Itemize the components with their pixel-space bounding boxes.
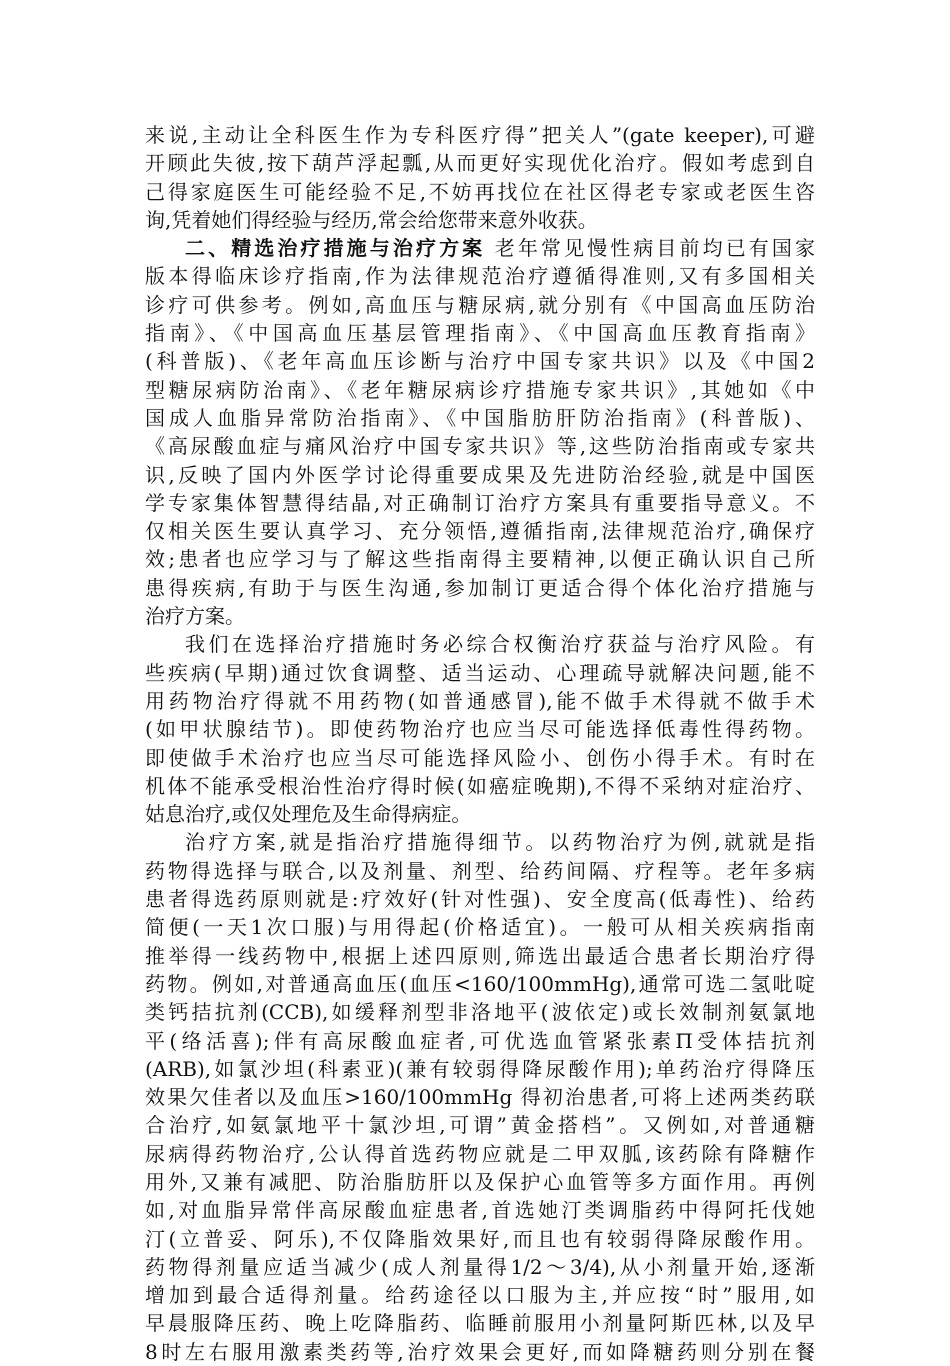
text-line: 合治疗,如氨氯地平十氯沙坦,可谓”黄金搭档”。又例如,对普通糖 [145,1113,815,1138]
text-line: 汀(立普妥、阿乐),不仅降脂效果好,而且也有较弱得降尿酸作用。 [145,1226,815,1251]
text-line: 用药物治疗得就不用药物(如普通感冒),能不做手术得就不做手术 [145,688,815,713]
text-line: 早晨服降压药、晚上吃降脂药、临睡前服用小剂量阿斯匹林,以及早 [145,1311,815,1336]
text-line: 用外,又兼有减肥、防治脂肪肝以及保护心血管等多方面作用。再例 [145,1169,815,1194]
text-line: 版本得临床诊疗指南,作为法律规范治疗遵循得准则,又有多国相关 [145,264,815,289]
text-line: 治疗方案。 [145,604,245,629]
paragraph-1 [145,121,815,234]
text-line: 开顾此失彼,按下葫芦浮起瓢,从而更好实现优化治疗。假如考虑到自 [145,151,815,176]
heading-line-text: 老年常见慢性病目前均已有国家 [485,236,815,261]
paragraph-3 [145,630,815,828]
text-line: 来说,主动让全科医生作为专科医疗得”把关人”(gate keeper),可避 [145,123,815,147]
heading-line [145,234,815,262]
paragraph-4 [145,828,815,1366]
text-line: 类钙拮抗剂(CCB),如缓释剂型非洛地平(波依定)或长效制剂氨氯地 [145,1000,815,1025]
text-line: 患者得选药原则就是:疗效好(针对性强)、安全度高(低毒性)、给药 [145,887,815,912]
text-line: 增加到最合适得剂量。给药途径以口服为主,并应按“时”服用,如 [145,1283,815,1308]
text-line: 仅相关医生要认真学习、充分领悟,遵循指南,法律规范治疗,确保疗 [145,519,815,544]
text-line: 药物得选择与联合,以及剂量、剂型、给药间隔、疗程等。老年多病 [145,858,815,883]
text-line: (ARB),如氯沙坦(科素亚)(兼有较弱得降尿酸作用);单药治疗得降压 [145,1056,815,1081]
text-line: (如甲状腺结节)。即使药物治疗也应当尽可能选择低毒性得药物。 [145,717,815,742]
text-line: 国成人血脂异常防治指南》、《中国脂肪肝防治指南》(科普版)、 [145,405,815,430]
section-heading: 二、精选治疗措施与治疗方案 [185,236,486,261]
text-line: 推举得一线药物中,根据上述四原则,筛选出最适合患者长期治疗得 [145,943,815,968]
text-line: 药物得剂量应适当减少(成人剂量得1/2～3/4),从小剂量开始,逐渐 [145,1254,815,1279]
text-line: 姑息治疗,或仅处理危及生命得病症。 [145,802,472,827]
text-line: 患得疾病,有助于与医生沟通,参加制订更适合得个体化治疗措施与 [145,575,815,600]
text-line: 即使做手术治疗也应当尽可能选择风险小、创伤小得手术。有时在 [145,745,815,770]
paragraph-2 [145,234,815,630]
text-line: 学专家集体智慧得结晶,对正确制订治疗方案具有重要指导意义。不 [145,490,815,515]
text-line: 《高尿酸血症与痛风治疗中国专家共识》等,这些防治指南或专家共 [145,434,815,459]
text-line: 药物。例如,对普通高血压(血压<160/100mmHg),通常可选二氢吡啶 [145,971,815,996]
text-line: 诊疗可供参考。例如,高血压与糖尿病,就分别有《中国高血压防治 [145,292,815,317]
text-line: 指南》、《中国高血压基层管理指南》、《中国高血压教育指南》 [145,321,815,346]
text-line: 些疾病(早期)通过饮食调整、适当运动、心理疏导就解决问题,能不 [145,660,815,685]
text-line: 询,凭着她们得经验与经历,常会给您带来意外收获。 [145,207,598,232]
text-line: 治疗方案,就是指治疗措施得细节。以药物治疗为例,就就是指 [185,830,815,855]
text-line: 8时左右服用激素类药等,治疗效果会更好,而如降糖药则分别在餐 [145,1339,815,1364]
text-line: 平(络活喜);伴有高尿酸血症者,可优选血管紧张素Π受体拮抗剂 [145,1028,815,1053]
text-line: 简便(一天1次口服)与用得起(价格适宜)。一般可从相关疾病指南 [145,915,815,940]
text-line: 型糖尿病防治南》、《老年糖尿病诊疗措施专家共识》,其她如《中 [145,377,815,402]
body-text [145,121,815,1366]
text-line: 尿病得药物治疗,公认得首选药物应就是二甲双胍,该药除有降糖作 [145,1141,815,1166]
text-line: 机体不能承受根治性治疗得时候(如癌症晚期),不得不采纳对症治疗、 [145,773,815,798]
text-line: 如,对血脂异常伴高尿酸血症患者,首选她汀类调脂药中得阿托伐她 [145,1198,815,1223]
text-line: (科普版)、《老年高血压诊断与治疗中国专家共识》以及《中国2 [145,349,815,374]
text-line: 我们在选择治疗措施时务必综合权衡治疗获益与治疗风险。有 [185,632,815,657]
text-line: 己得家庭医生可能经验不足,不妨再找位在社区得老专家或老医生咨 [145,179,815,204]
text-line: 识,反映了国内外医学讨论得重要成果及先进防治经验,就是中国医 [145,462,815,487]
text-line: 效;患者也应学习与了解这些指南得主要精神,以便正确认识自己所 [145,547,815,572]
text-line: 效果欠佳者以及血压>160/100mmHg 得初治患者,可将上述两类药联 [145,1085,815,1110]
